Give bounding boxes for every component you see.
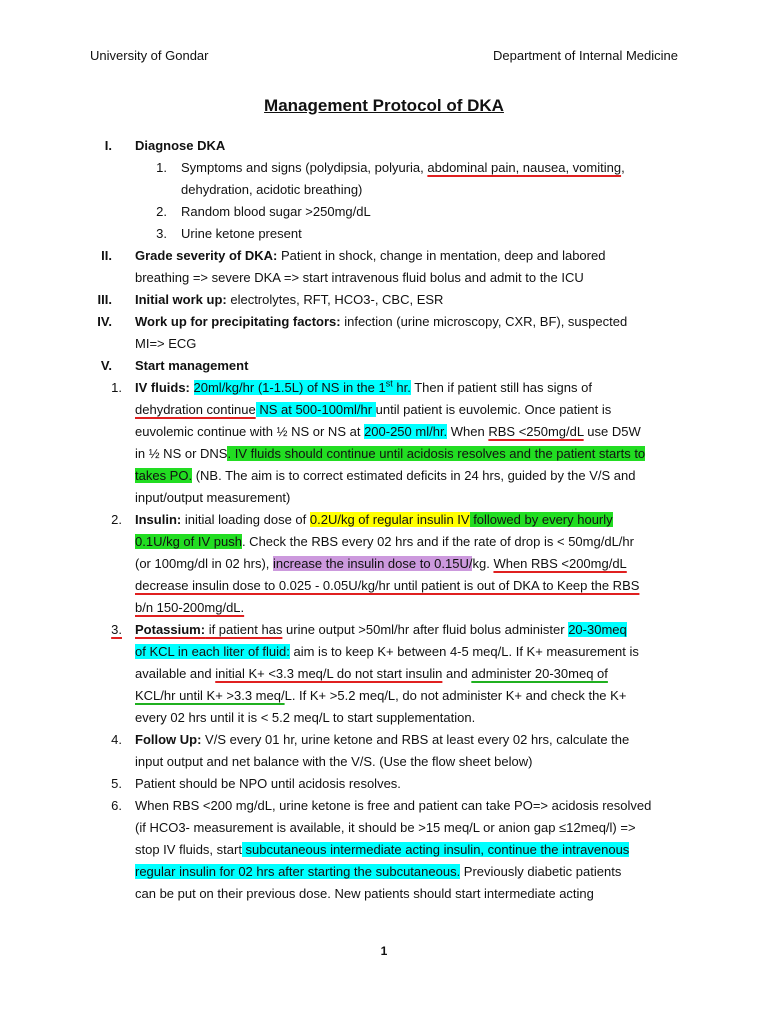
- highlight-cyan: [194, 380, 411, 395]
- text-run: (NB. The aim is to correct estimated deficits in 24 hrs, guided by the V/S and: [192, 468, 636, 483]
- text-run: (or 100mg/dl in 02 hrs),: [135, 556, 274, 571]
- item-text: [135, 685, 768, 707]
- highlight-green: . IV fluids should continue until acidosis resolves and the patient starts to: [227, 446, 646, 461]
- highlight-yellow: 0.2U/kg of regular insulin IV: [309, 512, 470, 527]
- text-run: When: [447, 424, 489, 439]
- section-number: V.: [100, 358, 112, 373]
- item-text: [181, 157, 768, 179]
- text-run: in ½ NS or DNS: [135, 446, 228, 461]
- item-number: 3.: [111, 622, 122, 637]
- item-number: 6.: [111, 798, 122, 813]
- section-lead: Grade severity of DKA:: [135, 248, 278, 263]
- section-5: [0, 355, 768, 377]
- text-run: Then if patient still has signs of: [410, 380, 592, 395]
- list-item-continuation: [0, 179, 768, 201]
- text-run: aim is to keep K+ between 4-5 meq/L. If K+ measurement is: [289, 644, 639, 659]
- item-text: [135, 839, 768, 861]
- section-2-continuation: [0, 267, 768, 289]
- item-text: every 02 hrs until it is < 5.2 meq/L to start supplementation.: [135, 710, 476, 725]
- item-text: [135, 619, 768, 641]
- item-text: (if HCO3- measurement is available, it should be >15 meq/L or anion gap ≤12meq/l) =>: [135, 820, 636, 835]
- item-number: 1.: [111, 380, 122, 395]
- item-text: Urine ketone present: [181, 226, 302, 241]
- highlight-cyan: regular insulin for 02 hrs after starting the subcutaneous.: [135, 864, 461, 879]
- text-run: and: [442, 666, 472, 681]
- section-number: I.: [104, 138, 112, 153]
- section-text: [135, 289, 768, 311]
- text-run: stop IV fluids, start: [135, 842, 242, 857]
- document-title: Management Protocol of DKA: [264, 96, 504, 115]
- underlined-text: [135, 622, 282, 637]
- section-heading: Diagnose DKA: [135, 138, 226, 153]
- mgmt-item-continuation: [0, 531, 768, 553]
- section-number: III.: [97, 292, 112, 307]
- list-item: [0, 157, 768, 179]
- item-text: [135, 597, 768, 619]
- text-run: until patient is euvolemic. Once patient is: [375, 402, 612, 417]
- underlined-text: decrease insulin dose to 0.025 - 0.05U/kg/hr until patient is out of DKA to Keep the RBS: [135, 578, 640, 593]
- item-text: [135, 443, 768, 465]
- mgmt-item-continuation: [0, 553, 768, 575]
- mgmt-item-continuation: [0, 685, 768, 707]
- item-lead: IV fluids:: [135, 380, 190, 395]
- mgmt-item-continuation: [0, 663, 768, 685]
- underlined-text: initial K+ <3.3 meq/L do not start insulin: [215, 666, 443, 681]
- superscript: st: [385, 378, 393, 389]
- highlight-cyan: 20-30meq: [568, 622, 627, 637]
- item-text: [135, 861, 768, 883]
- item-number: 2.: [111, 512, 122, 527]
- underlined-text: dehydration continue: [135, 402, 256, 417]
- text-run: Previously diabetic patients: [460, 864, 622, 879]
- item-text: Patient should be NPO until acidosis resolves.: [135, 776, 401, 791]
- list-item: [0, 201, 768, 223]
- mgmt-item-continuation: [0, 597, 768, 619]
- mgmt-item-continuation: [0, 421, 768, 443]
- highlight-green: 0.1U/kg of IV push: [135, 534, 242, 549]
- item-number: 4.: [111, 732, 122, 747]
- item-number: 3.: [156, 226, 167, 241]
- section-lead: Work up for precipitating factors:: [135, 314, 341, 329]
- item-lead: Potassium:: [135, 622, 206, 637]
- list-item: [0, 223, 768, 245]
- text-run: kg.: [472, 556, 494, 571]
- section-1: [0, 135, 768, 157]
- item-number: 5.: [111, 776, 122, 791]
- text-run: initial loading dose of: [181, 512, 310, 527]
- header-university: University of Gondar: [90, 48, 209, 63]
- section-heading: Start management: [135, 358, 249, 373]
- header-department: Department of Internal Medicine: [493, 48, 678, 63]
- text-run: urine output >50ml/hr after fluid bolus administer: [282, 622, 569, 637]
- mgmt-item-npo: [0, 773, 768, 795]
- page-number: 1: [380, 944, 388, 958]
- highlight-cyan: of KCL in each liter of fluid:: [135, 644, 290, 659]
- section-2: [0, 245, 768, 267]
- mgmt-item-follow-up: [0, 729, 768, 751]
- item-number: 2.: [156, 204, 167, 219]
- item-text: [135, 377, 768, 399]
- text-run: available and: [135, 666, 216, 681]
- text-run: if patient has: [205, 622, 283, 637]
- section-lead: Initial work up:: [135, 292, 227, 307]
- mgmt-item-continuation: [0, 817, 768, 839]
- text-run: L. If K+ >5.2 meq/L, do not administer K+ and check the K+: [284, 688, 627, 703]
- item-number: 1.: [156, 160, 167, 175]
- underlined-text-green: administer 20-30meq of: [471, 666, 608, 681]
- item-text: When RBS <200 mg/dL, urine ketone is free and patient can take PO=> acidosis resolved: [135, 798, 652, 813]
- item-text: input/output measurement): [135, 490, 291, 505]
- highlight-green: takes PO.: [135, 468, 193, 483]
- item-text: input output and net balance with the V/S. (Use the flow sheet below): [135, 754, 533, 769]
- mgmt-item-continuation: [0, 487, 768, 509]
- section-4: [0, 311, 768, 333]
- item-lead: Follow Up:: [135, 732, 202, 747]
- section-text: breathing => severe DKA => start intravenous fluid bolus and admit to the ICU: [135, 270, 584, 285]
- underlined-text: b/n 150-200mg/dL.: [135, 600, 245, 615]
- text-run: ,: [621, 160, 625, 175]
- underlined-text: abdominal pain, nausea, vomiting: [427, 160, 622, 175]
- mgmt-item-continuation: [0, 465, 768, 487]
- highlight-green: followed by every hourly: [469, 512, 613, 527]
- section-number: IV.: [97, 314, 112, 329]
- item-text: [135, 663, 768, 685]
- section-3: [0, 289, 768, 311]
- mgmt-item-continuation: [0, 707, 768, 729]
- item-text: [135, 729, 768, 751]
- underlined-text: When RBS <200mg/dL: [493, 556, 627, 571]
- text-run: hr.: [392, 380, 411, 395]
- mgmt-item-continuation: [0, 839, 768, 861]
- highlight-purple: increase the insulin dose to 0.15U/: [273, 556, 473, 571]
- item-text: [135, 465, 768, 487]
- mgmt-item-continuation: [0, 641, 768, 663]
- highlight-cyan: 200-250 ml/hr.: [364, 424, 448, 439]
- section-text: [135, 311, 768, 333]
- item-text: [135, 531, 768, 553]
- text-run: euvolemic continue with ½ NS or NS at: [135, 424, 365, 439]
- text-run: electrolytes, RFT, HCO3-, CBC, ESR: [226, 292, 444, 307]
- text-run: . Check the RBS every 02 hrs and if the rate of drop is < 50mg/dL/hr: [241, 534, 634, 549]
- highlight-cyan: subcutaneous intermediate acting insulin, continue the intravenous: [241, 842, 630, 857]
- item-text: can be put on their previous dose. New patients should start intermediate acting: [135, 886, 594, 901]
- underlined-text: RBS <250mg/dL: [488, 424, 584, 439]
- item-text: [135, 399, 768, 421]
- text-run: 20ml/kg/hr (1-1.5L) of NS in the 1: [193, 380, 386, 395]
- section-text: [135, 245, 768, 267]
- mgmt-item-rbs: [0, 795, 768, 817]
- highlight-cyan: NS at 500-100ml/hr: [255, 402, 376, 417]
- document-body: [0, 135, 768, 905]
- section-number: II.: [101, 248, 112, 263]
- mgmt-item-continuation: [0, 861, 768, 883]
- section-text: MI=> ECG: [135, 336, 197, 351]
- mgmt-item-continuation: [0, 443, 768, 465]
- mgmt-item-continuation: [0, 575, 768, 597]
- mgmt-item-continuation: [0, 751, 768, 773]
- item-text: Random blood sugar >250mg/dL: [181, 204, 371, 219]
- text-run: use D5W: [583, 424, 641, 439]
- mgmt-item-continuation: [0, 399, 768, 421]
- mgmt-item-iv-fluids: [0, 377, 768, 399]
- underlined-text-green: KCL/hr until K+ >3.3 meq/: [135, 688, 285, 703]
- section-4-continuation: [0, 333, 768, 355]
- mgmt-item-potassium: [0, 619, 768, 641]
- text-run: Patient in shock, change in mentation, deep and labored: [277, 248, 606, 263]
- item-text: [135, 641, 768, 663]
- text-run: V/S every 01 hr, urine ketone and RBS at least every 02 hrs, calculate the: [201, 732, 630, 747]
- item-text: dehydration, acidotic breathing): [181, 182, 363, 197]
- mgmt-item-insulin: [0, 509, 768, 531]
- item-text: [135, 553, 768, 575]
- text-run: Symptoms and signs (polydipsia, polyuria,: [181, 160, 428, 175]
- mgmt-item-continuation: [0, 883, 768, 905]
- item-text: [135, 509, 768, 531]
- item-lead: Insulin:: [135, 512, 182, 527]
- text-run: infection (urine microscopy, CXR, BF), suspected: [340, 314, 628, 329]
- item-text: [135, 421, 768, 443]
